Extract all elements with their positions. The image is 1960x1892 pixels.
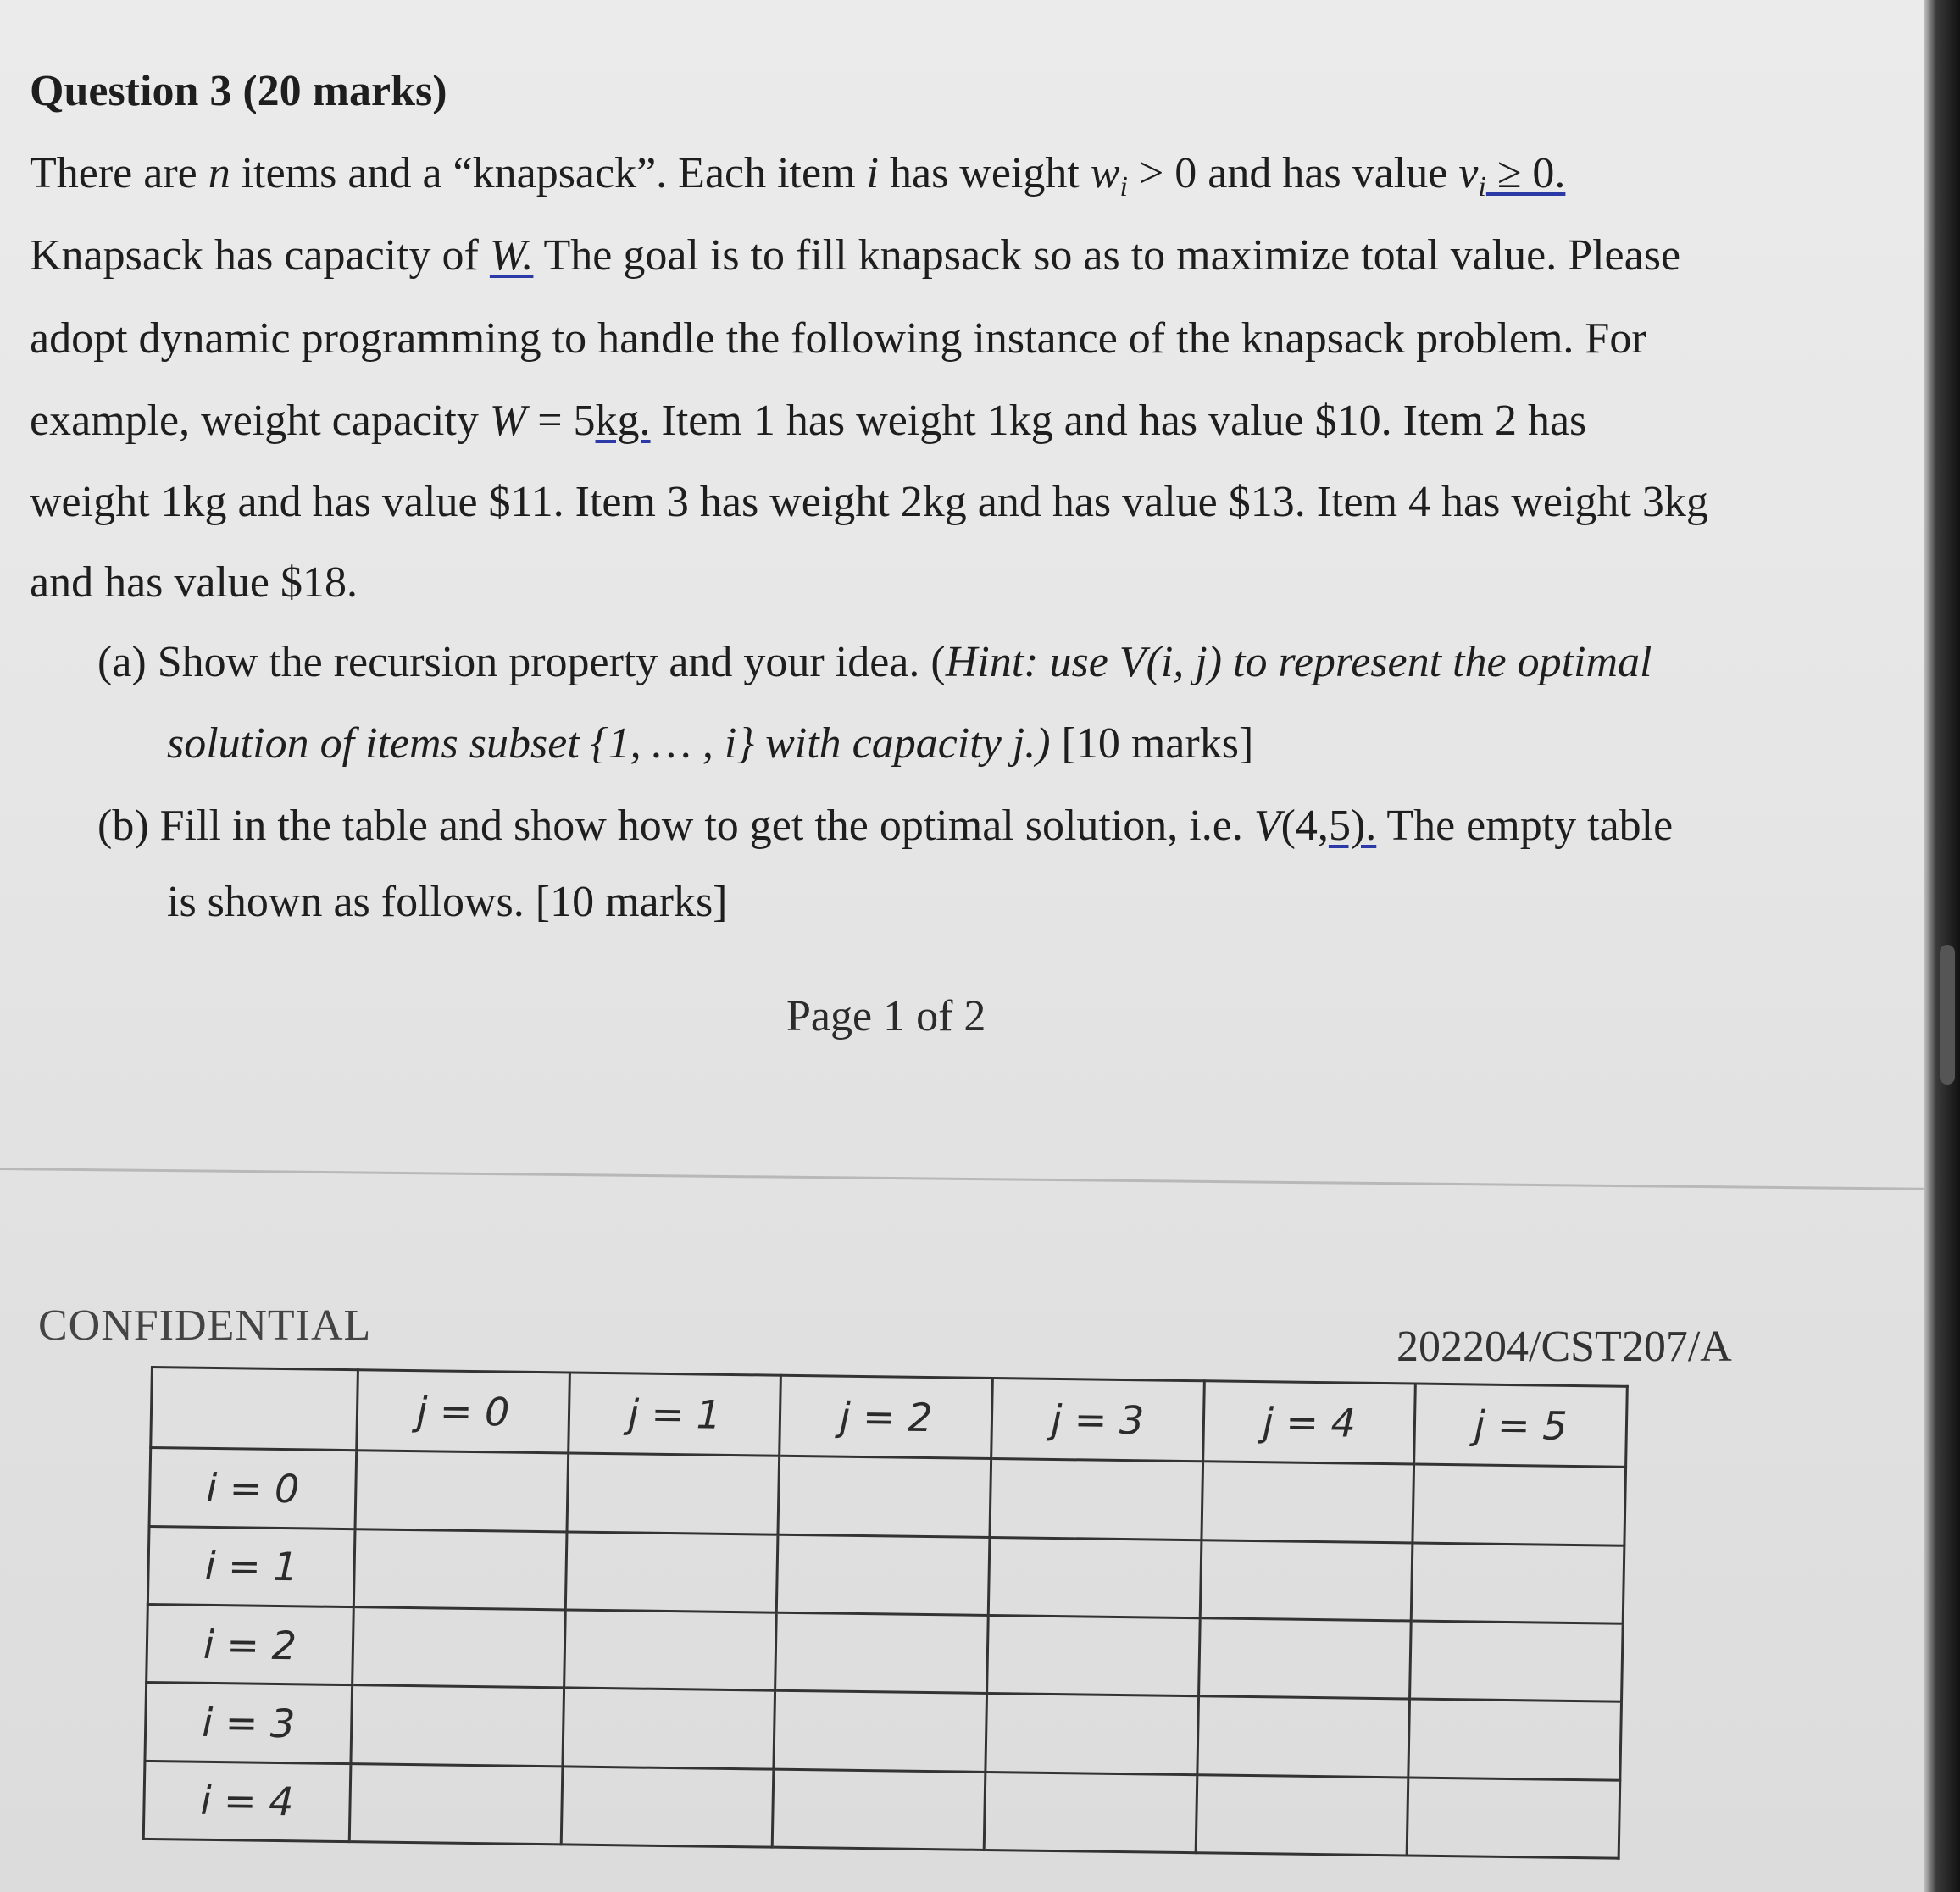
table-cell bbox=[774, 1690, 986, 1772]
table-cell bbox=[1196, 1774, 1408, 1856]
question-line-1: There are n items and a “knapsack”. Each item i has weight $w_i > 0$ and has value $v_i \ge 0$. bbox=[30, 149, 1566, 203]
part-b-line-1: (b) Fill in the table and show how to get the optimal solution, i.e. V(4,5). The empty table bbox=[97, 802, 1674, 850]
table-cell bbox=[1413, 1464, 1625, 1545]
table-cell bbox=[990, 1459, 1202, 1540]
table-cell bbox=[564, 1610, 776, 1691]
table-cell bbox=[987, 1615, 1200, 1696]
table-cell bbox=[777, 1534, 990, 1616]
row-header: i = 4 bbox=[143, 1761, 351, 1842]
column-header: j = 4 bbox=[1202, 1381, 1415, 1465]
table-cell bbox=[1407, 1778, 1619, 1859]
table-cell bbox=[1197, 1696, 1409, 1778]
table-cell bbox=[351, 1685, 564, 1767]
question-line-6: and has value $18. bbox=[30, 558, 358, 607]
table-cell bbox=[563, 1688, 775, 1769]
column-header: j = 2 bbox=[780, 1375, 992, 1459]
table-cell bbox=[561, 1767, 774, 1848]
question-line-2: Knapsack has capacity of W. The goal is to fill knapsack so as to maximize total value. Please bbox=[30, 231, 1681, 280]
column-header: j = 3 bbox=[991, 1379, 1204, 1462]
table-cell bbox=[353, 1529, 566, 1610]
table-cell bbox=[988, 1537, 1201, 1618]
row-header: i = 1 bbox=[147, 1526, 355, 1606]
table-cell bbox=[773, 1769, 986, 1850]
table-cell bbox=[1202, 1462, 1414, 1543]
part-b-line-2: is shown as follows. [10 marks] bbox=[167, 878, 728, 926]
table-cell bbox=[353, 1607, 565, 1689]
table-cell bbox=[986, 1694, 1198, 1775]
table-cell bbox=[778, 1456, 991, 1538]
knapsack-table bbox=[142, 1366, 1629, 1860]
table-cell bbox=[984, 1772, 1197, 1853]
page-break-divider bbox=[0, 1168, 1924, 1190]
scrollbar-thumb[interactable] bbox=[1940, 945, 1955, 1085]
screen-bezel bbox=[1924, 0, 1960, 1892]
table-cell bbox=[1200, 1540, 1413, 1621]
table-cell bbox=[1198, 1618, 1411, 1700]
question-line-4: example, weight capacity W = 5kg. Item 1 has weight 1kg and has value $10. Item 2 has bbox=[30, 397, 1587, 445]
question-line-5: weight 1kg and has value $11. Item 3 has weight 2kg and has value $13. Item 4 has weight 3kg bbox=[30, 478, 1708, 526]
header-course-code: 202204/CST207/A bbox=[1396, 1323, 1732, 1371]
row-header: i = 2 bbox=[147, 1604, 354, 1684]
table-cell bbox=[565, 1532, 778, 1613]
row-header: i = 0 bbox=[149, 1448, 357, 1529]
table-cell bbox=[1410, 1621, 1623, 1702]
page-number: Page 1 of 2 bbox=[786, 992, 986, 1040]
question-title: Question 3 (20 marks) bbox=[30, 67, 447, 115]
table-cell bbox=[355, 1451, 568, 1532]
column-header: j = 0 bbox=[357, 1370, 569, 1454]
part-a-line-1: (a) Show the recursion property and your idea. (Hint: use V(i, j) to represent the optimal bbox=[97, 638, 1652, 686]
table-corner-cell bbox=[151, 1368, 358, 1451]
table-cell bbox=[1411, 1543, 1624, 1624]
table-cell bbox=[349, 1763, 562, 1845]
part-a-line-2: solution of items subset {1, … , i} with capacity j.) [10 marks] bbox=[167, 719, 1254, 768]
table-cell bbox=[775, 1612, 988, 1694]
row-header: i = 3 bbox=[145, 1683, 353, 1763]
question-line-3: adopt dynamic programming to handle the following instance of the knapsack problem. For bbox=[30, 314, 1646, 363]
table-cell bbox=[567, 1453, 780, 1534]
table-cell bbox=[1408, 1699, 1621, 1780]
column-header: j = 5 bbox=[1414, 1384, 1627, 1468]
column-header: j = 1 bbox=[568, 1373, 780, 1456]
header-confidential: CONFIDENTIAL bbox=[38, 1301, 372, 1350]
